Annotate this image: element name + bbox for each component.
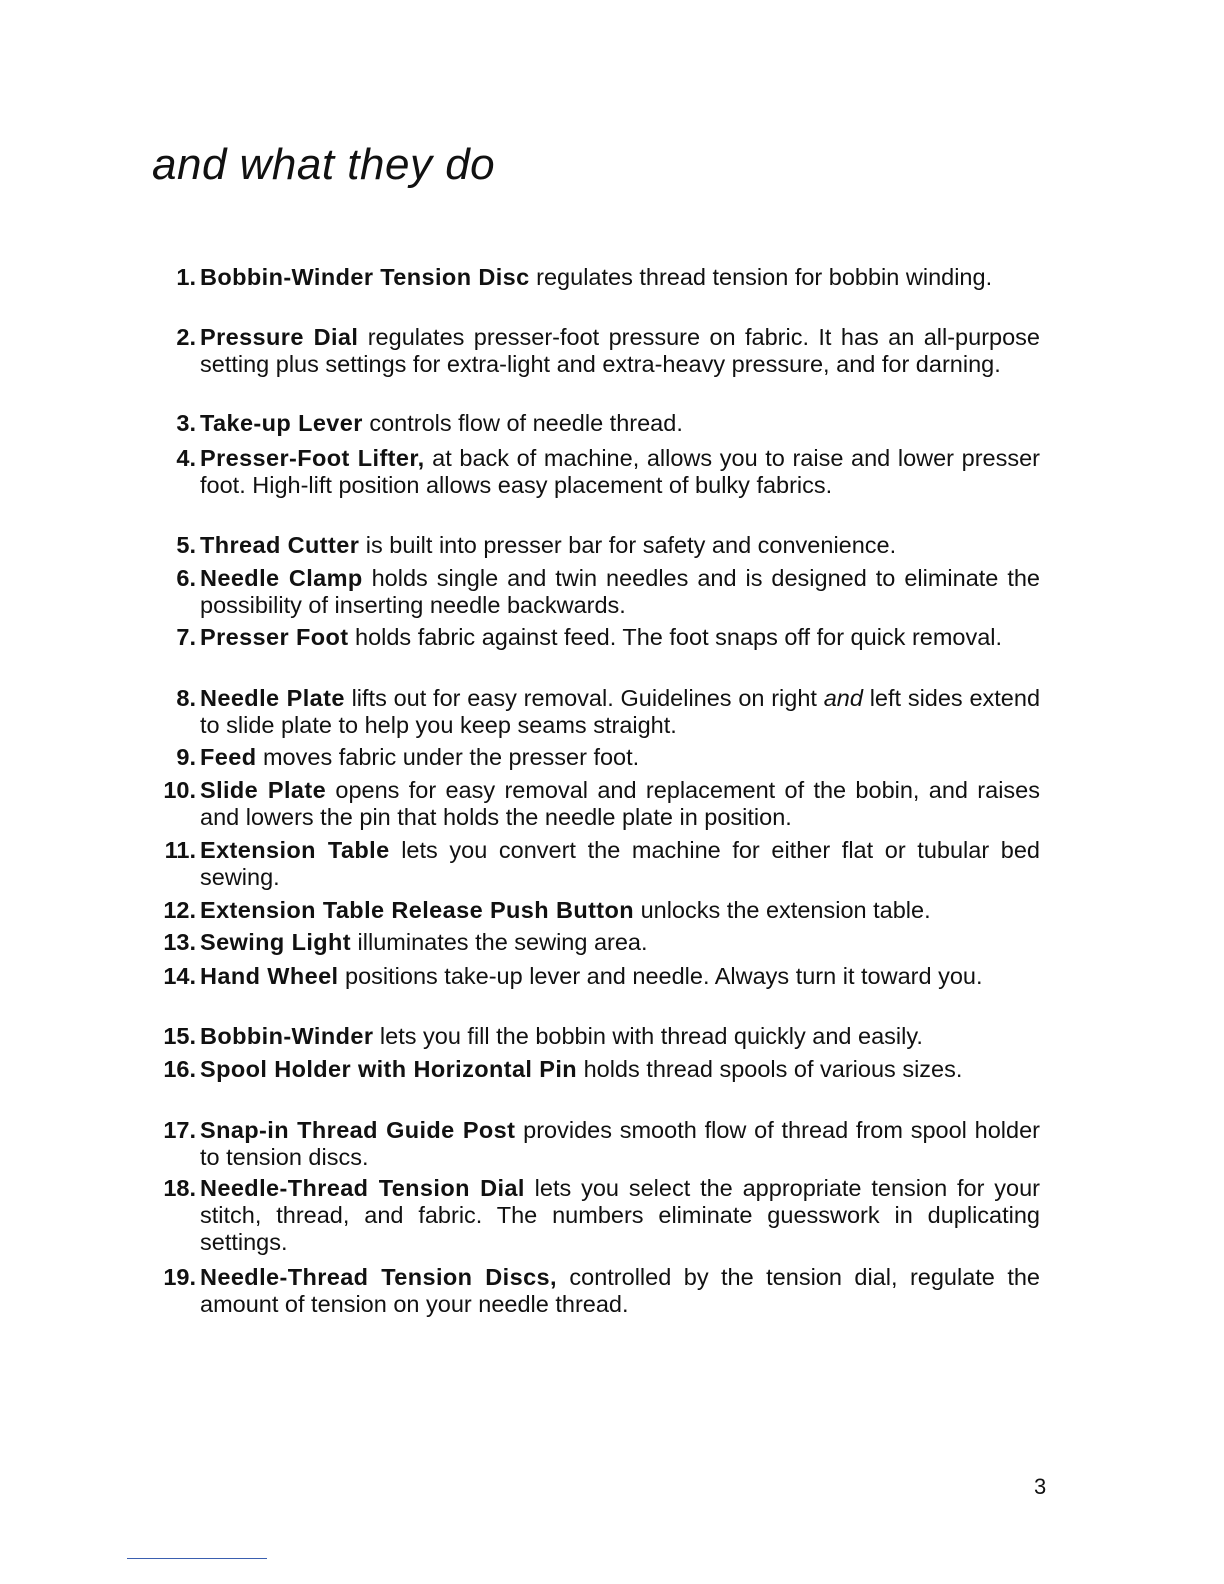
item-term: Spool Holder with Horizontal Pin — [200, 1056, 578, 1082]
item-number: 12. — [163, 897, 196, 923]
item-text — [200, 1175, 1040, 1256]
item-emphasis: and — [823, 685, 863, 711]
item-number: 11. — [164, 837, 196, 863]
item-number: 9. — [176, 744, 196, 770]
item-number: 16. — [163, 1056, 196, 1082]
item-description: moves fabric under the presser foot. — [256, 744, 640, 770]
list-item — [150, 264, 1040, 291]
item-description: is built into presser bar for safety and convenience. — [359, 532, 897, 558]
list-item — [150, 744, 1040, 771]
list-item — [150, 624, 1040, 651]
list-item — [150, 532, 1040, 559]
item-text — [200, 929, 1040, 956]
item-text — [200, 1023, 1040, 1050]
item-text — [200, 963, 1040, 990]
list-item — [150, 897, 1040, 924]
item-number: 17. — [163, 1117, 196, 1143]
item-description: holds thread spools of various sizes. — [577, 1056, 963, 1082]
item-text — [200, 1117, 1040, 1171]
item-description: controlled by the tension dial, regulate the amount of tension on your needle thread. — [200, 1264, 1040, 1317]
list-item — [150, 1056, 1040, 1083]
item-term: Needle Clamp — [200, 565, 363, 591]
item-text — [200, 565, 1040, 619]
page-number: 3 — [1034, 1474, 1047, 1499]
item-number: 1. — [176, 264, 196, 290]
item-text — [200, 410, 1040, 437]
item-description: illuminates the sewing area. — [351, 929, 648, 955]
item-text — [200, 324, 1040, 378]
item-term: Extension Table — [200, 837, 390, 863]
item-description: opens for easy removal and replacement of the bobin, and raises and lowers the pin that holds the needle plate in position. — [200, 777, 1040, 830]
footer-rule — [127, 1558, 267, 1559]
list-item — [150, 1264, 1040, 1318]
list-item — [150, 1023, 1040, 1050]
item-term: Extension Table Release Push Button — [200, 897, 635, 923]
item-description: lets you convert the machine for either flat or tubular bed sewing. — [200, 837, 1040, 890]
item-term: Presser-Foot Lifter, — [200, 445, 425, 471]
item-description: lets you select the appropriate tension for your stitch, thread, and fabric. The numbers eliminate guesswork in duplicating settings. — [200, 1175, 1040, 1255]
item-description: provides smooth flow of thread from spool holder to tension discs. — [200, 1117, 1040, 1170]
page-title: and what they do — [152, 140, 496, 189]
list-item — [150, 1175, 1040, 1256]
item-description: lets you fill the bobbin with thread quickly and easily. — [373, 1023, 923, 1049]
item-text — [200, 744, 1040, 771]
item-text — [200, 777, 1040, 831]
item-term: Slide Plate — [200, 777, 327, 803]
item-description: positions take-up lever and needle. Always turn it toward you. — [338, 963, 983, 989]
item-number: 19. — [163, 1264, 196, 1290]
list-item — [150, 837, 1040, 891]
item-term: Bobbin-Winder — [200, 1023, 374, 1049]
item-term: Presser Foot — [200, 624, 349, 650]
item-text — [200, 532, 1040, 559]
item-description: controls flow of needle thread. — [362, 410, 683, 436]
item-number: 14. — [163, 963, 196, 989]
list-item — [150, 410, 1040, 437]
item-description: at back of machine, allows you to raise and lower presser foot. High-lift position allows easy placement of bulky fabrics. — [200, 445, 1040, 498]
item-term: Sewing Light — [200, 929, 352, 955]
item-number: 4. — [176, 445, 196, 471]
list-item — [150, 777, 1040, 831]
list-item — [150, 324, 1040, 378]
item-number: 13. — [163, 929, 196, 955]
list-item — [150, 929, 1040, 956]
list-item — [150, 963, 1040, 990]
item-term: Pressure Dial — [200, 324, 359, 350]
item-term: Thread Cutter — [200, 532, 360, 558]
item-number: 6. — [176, 565, 196, 591]
list-item — [150, 685, 1040, 739]
item-number: 10. — [163, 777, 196, 803]
item-term: Needle-Thread Tension Dial — [200, 1175, 525, 1201]
item-term: Feed — [200, 744, 257, 770]
item-term: Snap-in Thread Guide Post — [200, 1117, 516, 1143]
item-description: lifts out for easy removal. Guidelines on right — [344, 685, 824, 711]
item-description-cont: left sides extend to slide plate to help you keep seams straight. — [200, 685, 1041, 738]
item-term: Needle Plate — [200, 685, 345, 711]
item-description: unlocks the extension table. — [634, 897, 931, 923]
item-term: Hand Wheel — [200, 963, 339, 989]
item-term: Needle-Thread Tension Discs, — [200, 1264, 557, 1290]
item-text — [200, 264, 1040, 291]
item-text — [200, 1264, 1040, 1318]
item-description: regulates presser-foot pressure on fabric. It has an all-purpose setting plus settings for extra-light and extra-heavy pressure, and for darning. — [200, 324, 1040, 377]
list-item — [150, 565, 1040, 619]
item-description: holds fabric against feed. The foot snaps off for quick removal. — [348, 624, 1003, 650]
item-text — [200, 897, 1040, 924]
item-text — [200, 837, 1040, 891]
item-number: 7. — [176, 624, 196, 650]
item-term: Bobbin-Winder Tension Disc — [200, 264, 530, 290]
item-number: 3. — [176, 410, 196, 436]
list-item — [150, 445, 1040, 499]
list-item — [150, 1117, 1040, 1171]
item-number: 2. — [176, 324, 196, 350]
item-description: regulates thread tension for bobbin winding. — [529, 264, 993, 290]
item-text — [200, 1056, 1040, 1083]
item-number: 8. — [176, 685, 196, 711]
item-number: 15. — [163, 1023, 196, 1049]
item-description: holds single and twin needles and is designed to eliminate the possibility of inserting needle backwards. — [200, 565, 1040, 618]
item-text — [200, 445, 1040, 499]
item-number: 5. — [176, 532, 196, 558]
item-text — [200, 685, 1040, 739]
item-text — [200, 624, 1040, 651]
item-number: 18. — [163, 1175, 196, 1201]
item-term: Take-up Lever — [200, 410, 363, 436]
